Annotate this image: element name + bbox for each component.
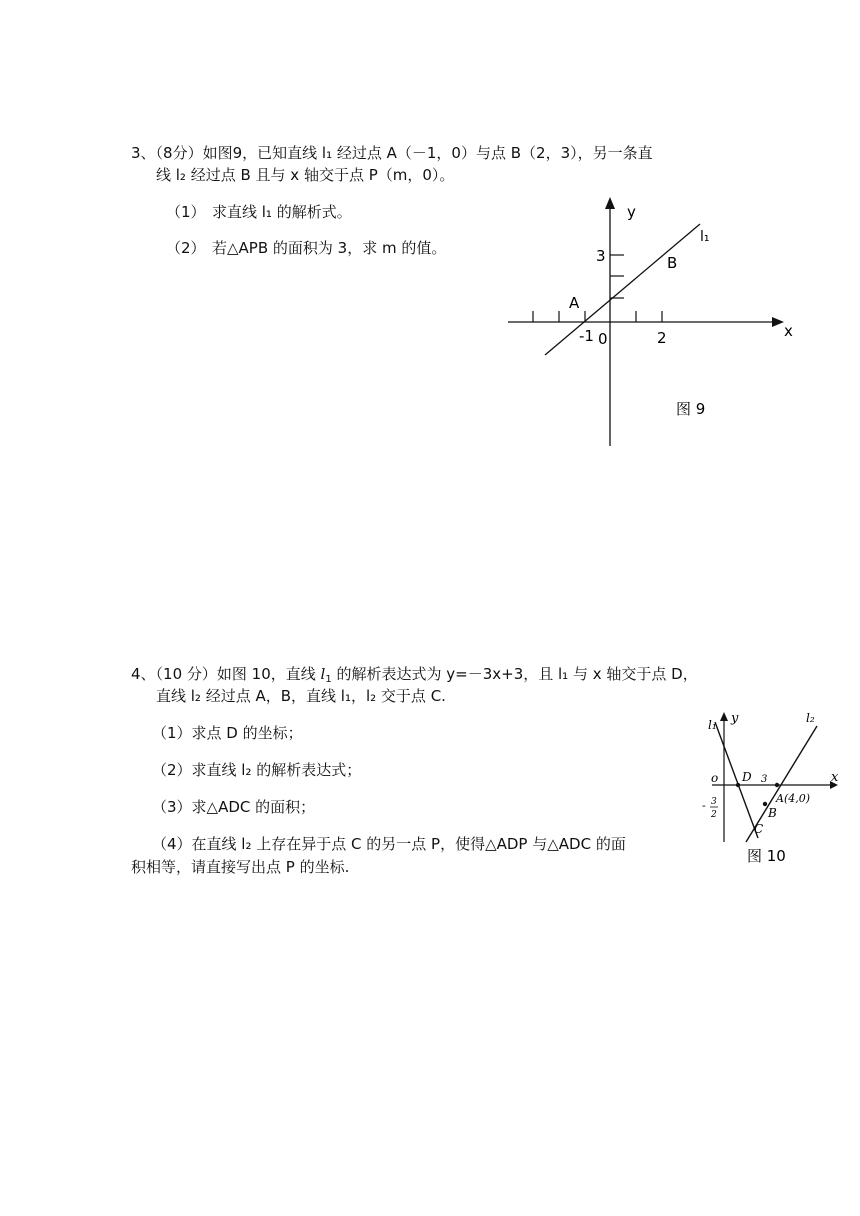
q3-sub1-number: （1） bbox=[166, 203, 206, 221]
fig9-x-label: x bbox=[784, 322, 793, 340]
fig10-point-a-label: A(4,0) bbox=[776, 792, 811, 805]
q4-sub4-line1: （4）在直线 l₂ 上存在异于点 C 的另一点 P，使得△ADP 与△ADC 的面 bbox=[152, 835, 626, 853]
fig9-y-label: y bbox=[627, 203, 636, 221]
fig9-tick-3-label: 3 bbox=[596, 247, 606, 265]
q4-line1-mid: 的解析表达式为 bbox=[331, 665, 447, 683]
fig9-tick-neg1-label: -1 bbox=[579, 327, 594, 345]
q3-line1: 3、（8分）如图9，已知直线 l₁ 经过点 A（－1，0）与点 B（2，3），另一条直 bbox=[131, 144, 653, 162]
q3-sub2-text: 若△APB 的面积为 3，求 m 的值。 bbox=[212, 239, 447, 257]
fig9-l1-label: l₁ bbox=[700, 229, 710, 245]
fig10-point-b-label: B bbox=[768, 806, 777, 820]
fig10-point-d bbox=[736, 783, 740, 787]
fig10-point-b bbox=[763, 802, 767, 806]
q4-line1-prefix: 4、（10 分）如图 10，直线 bbox=[131, 665, 321, 683]
fig10-l1-label: l₁ bbox=[708, 718, 717, 732]
fig10-x-label: x bbox=[831, 770, 839, 785]
fig10-y-arrow bbox=[720, 712, 728, 721]
q4-sub1: （1）求点 D 的坐标； bbox=[152, 724, 303, 742]
q3-line2: 线 l₂ 经过点 B 且与 x 轴交于点 P（m，0）。 bbox=[156, 166, 455, 184]
fig9-tick-2-label: 2 bbox=[657, 329, 667, 347]
q4-line2: 直线 l₂ 经过点 A，B，直线 l₁，l₂ 交于点 C. bbox=[156, 687, 446, 705]
fig10-frac-den: 2 bbox=[711, 810, 717, 820]
q3-sub2-number: （2） bbox=[166, 239, 206, 257]
fig9-line-l1 bbox=[545, 224, 700, 355]
q4-sub3: （3）求△ADC 的面积； bbox=[152, 798, 316, 816]
fig9-x-arrow bbox=[772, 317, 784, 327]
fig10-origin-label: o bbox=[711, 771, 719, 785]
fig9-y-arrow bbox=[605, 197, 615, 209]
q4-sub4-line2: 积相等，请直接写出点 P 的坐标. bbox=[131, 858, 350, 876]
fig10-l2-label: l₂ bbox=[806, 711, 815, 725]
fig9-point-b-label: B bbox=[667, 254, 678, 272]
fig10-tick-3-label: 3 bbox=[761, 774, 768, 785]
fig9-caption: 图 9 bbox=[676, 400, 706, 418]
q4-line1-suffix: ，且 l₁ 与 x 轴交于点 D， bbox=[523, 665, 698, 683]
q4-sub2: （2）求直线 l₂ 的解析表达式； bbox=[152, 761, 362, 779]
q4-line1-equation: y=－3x+3 bbox=[446, 665, 524, 683]
q4-line1-l1: l bbox=[320, 665, 326, 683]
q4-line1-l1-sub: 1 bbox=[325, 674, 332, 685]
figure-9 bbox=[500, 190, 810, 455]
fig10-caption: 图 10 bbox=[747, 847, 786, 865]
fig9-point-a-label: A bbox=[569, 294, 580, 312]
figure-10 bbox=[700, 700, 850, 870]
fig10-frac-sign: - bbox=[702, 799, 706, 812]
fig10-y-label: y bbox=[731, 711, 739, 726]
q3-sub1-text: 求直线 l₁ 的解析式。 bbox=[212, 203, 352, 221]
fig10-point-c-label: C bbox=[754, 822, 764, 836]
fig9-origin-label: 0 bbox=[598, 330, 608, 348]
fig10-frac-num: 3 bbox=[711, 797, 717, 807]
fig10-point-a bbox=[775, 783, 779, 787]
fig10-point-d-label: D bbox=[742, 770, 752, 784]
